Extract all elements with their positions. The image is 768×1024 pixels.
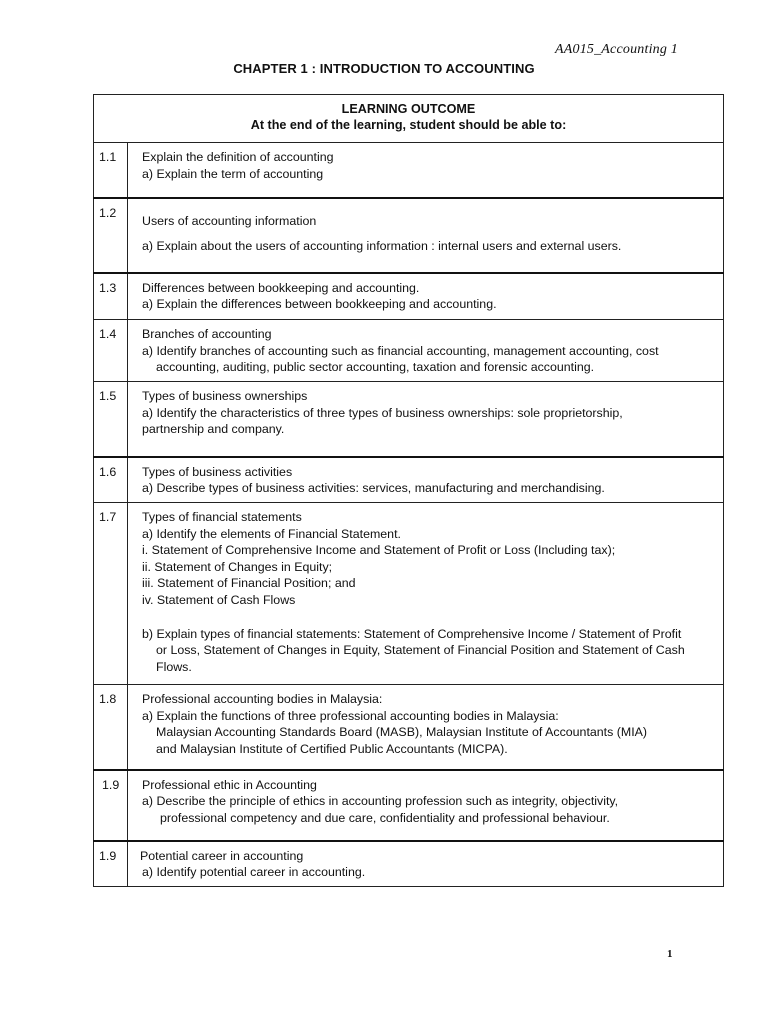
outcome-line: i. Statement of Comprehensive Income and Statement of Profit or Loss (Including tax); <box>142 543 616 558</box>
outcome-body <box>128 320 724 382</box>
outcome-title: Explain the definition of accounting <box>142 150 334 164</box>
outcome-number: 1.1 <box>94 143 128 198</box>
outcome-line: or Loss, Statement of Changes in Equity, Statement of Financial Position and Statement of Cash <box>156 643 685 658</box>
outcome-body <box>128 457 724 503</box>
outcome-body <box>128 198 724 273</box>
table-header-row <box>94 95 724 143</box>
outcome-number: 1.7 <box>94 503 128 685</box>
outcome-line: professional competency and due care, confidentiality and professional behaviour. <box>160 810 610 825</box>
outcome-line: a) Identify the characteristics of three types of business ownerships: sole proprietorship, <box>142 405 623 420</box>
outcome-number: 1.9 <box>94 841 128 887</box>
table-row <box>94 320 724 382</box>
outcome-title: Types of business ownerships <box>142 389 308 403</box>
outcome-body <box>128 382 724 457</box>
outcome-line: Flows. <box>156 659 192 674</box>
outcome-title: Users of accounting information <box>142 213 317 228</box>
outcome-body <box>128 273 724 320</box>
table-row <box>94 198 724 273</box>
table-row <box>94 503 724 685</box>
outcome-line: a) Explain the differences between bookkeeping and accounting. <box>142 297 497 312</box>
outcome-line: partnership and company. <box>142 422 285 437</box>
outcome-line: a) Explain the functions of three professional accounting bodies in Malaysia: <box>142 708 559 723</box>
chapter-title: CHAPTER 1 : INTRODUCTION TO ACCOUNTING <box>233 61 535 76</box>
outcome-body <box>128 685 724 770</box>
outcome-line: accounting, auditing, public sector accounting, taxation and forensic accounting. <box>156 360 595 375</box>
outcome-line: iv. Statement of Cash Flows <box>142 592 296 607</box>
outcome-number: 1.5 <box>94 382 128 457</box>
outcome-title: Potential career in accounting <box>140 848 304 863</box>
outcome-line: a) Identify potential career in accounting. <box>142 865 366 880</box>
outcome-body <box>128 770 724 841</box>
outcome-number: 1.3 <box>94 273 128 320</box>
outcome-line: a) Describe types of business activities: services, manufacturing and merchandising. <box>142 481 605 496</box>
outcome-title: Types of business activities <box>142 464 293 479</box>
outcome-line: a) Describe the principle of ethics in accounting profession such as integrity, objectivity, <box>142 794 619 809</box>
table-row <box>94 143 724 198</box>
outcome-body <box>128 503 724 685</box>
page-number: 1 <box>667 948 673 960</box>
table-row <box>94 685 724 770</box>
table-row <box>94 841 724 887</box>
outcome-line: a) Explain about the users of accounting information : internal users and external users. <box>142 239 622 254</box>
outcome-line: iii. Statement of Financial Position; and <box>142 576 356 591</box>
outcome-body <box>128 143 724 198</box>
table-row <box>94 457 724 503</box>
outcome-line: ii. Statement of Changes in Equity; <box>142 559 333 574</box>
outcome-body <box>128 841 724 887</box>
outcome-title: Differences between bookkeeping and accounting. <box>142 280 420 295</box>
outcome-line: a) Identify the elements of Financial Statement. <box>142 526 401 541</box>
table-row <box>94 273 724 320</box>
outcome-line: and Malaysian Institute of Certified Public Accountants (MICPA). <box>156 741 508 756</box>
outcome-line: Malaysian Accounting Standards Board (MASB), Malaysian Institute of Accountants (MIA) <box>156 725 648 740</box>
table-heading: LEARNING OUTCOME <box>341 102 476 116</box>
table-row <box>94 770 724 841</box>
table-header-cell <box>94 95 724 143</box>
outcome-number: 1.6 <box>94 457 128 503</box>
outcome-title: Professional accounting bodies in Malaysia: <box>142 692 383 706</box>
outcome-number: 1.8 <box>94 685 128 770</box>
outcome-number: 1.2 <box>94 198 128 273</box>
outcome-title: Professional ethic in Accounting <box>142 777 317 792</box>
table-subheading: At the end of the learning, student should be able to: <box>250 118 567 132</box>
outcome-line: a) Explain the term of accounting <box>142 166 324 181</box>
table-row <box>94 382 724 457</box>
outcome-number: 1.4 <box>94 320 128 382</box>
outcome-title: Branches of accounting <box>142 327 272 341</box>
outcome-line: b) Explain types of financial statements: Statement of Comprehensive Income / Statement of Profit <box>142 626 682 641</box>
outcome-number: 1.9 <box>94 770 128 841</box>
course-code: AA015_Accounting 1 <box>555 42 678 57</box>
learning-outcome-table <box>93 94 724 887</box>
outcome-title: Types of financial statements <box>142 510 302 524</box>
outcome-line: a) Identify branches of accounting such as financial accounting, management accounting, cost <box>142 343 659 358</box>
